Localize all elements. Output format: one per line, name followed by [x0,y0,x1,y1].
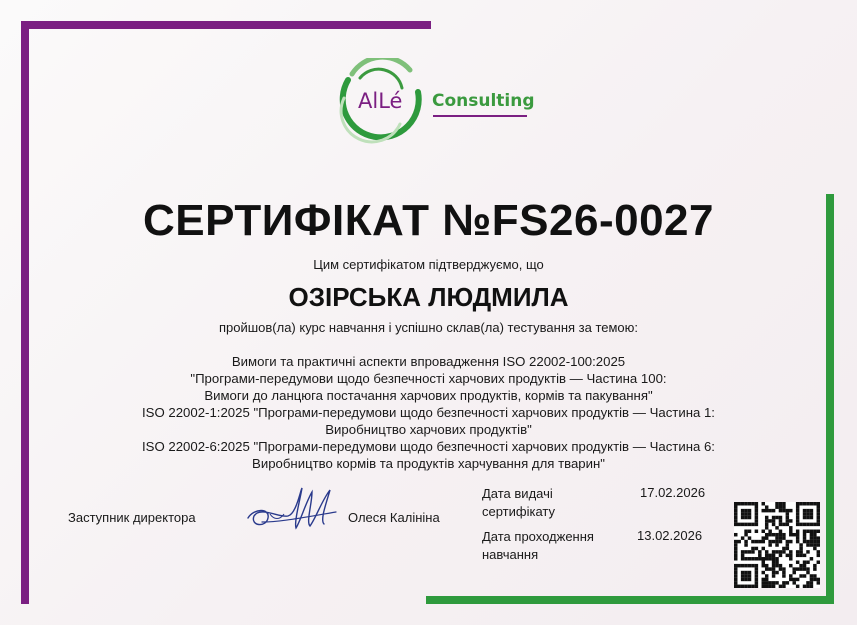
logo-mark-text: AlLé [358,89,403,113]
deputy-director-label: Заступник директора [68,510,196,525]
course-topic [60,353,797,472]
passed-text: пройшов(ла) курс навчання і успішно склав(ла) тестування за темою: [218,320,639,335]
logo-underline [433,115,527,117]
topic-line: Виробництво кормів та продуктів харчування для тварин" [252,456,605,471]
frame-green-bottom [426,596,834,604]
topic-line: Вимоги до ланцюга постачання харчових продуктів, кормів та пакування" [204,388,653,403]
logo-wordmark: Consulting [432,91,535,111]
signer-name: Олеся Калініна [348,510,440,525]
issue-date-label: Дата видачі сертифікату [482,486,555,519]
topic-line: Виробництво харчових продуктів" [325,422,532,437]
company-logo [330,58,540,144]
frame-purple-top [21,21,431,29]
issue-date-value: 17.02.2026 [640,485,706,500]
handwritten-signature [240,482,350,542]
qr-code [734,502,820,588]
study-date-label: Дата проходження навчання [482,529,594,562]
topic-line: "Програми-передумови щодо безпечності харчових продуктів — Частина 100: [190,371,667,386]
frame-green-right [826,194,834,604]
certificate-title: СЕРТИФІКАТ №FS26-0027 [143,196,714,245]
topic-line: ISO 22002-1:2025 "Програми-передумови щодо безпечності харчових продуктів — Частина 1: [142,405,715,420]
topic-line: ISO 22002-6:2025 "Програми-передумови щодо безпечності харчових продуктів — Частина 6: [142,439,715,454]
study-date-value: 13.02.2026 [637,528,703,543]
confirm-text: Цим сертифікатом підтверджуємо, що [313,257,544,272]
recipient-name: ОЗІРСЬКА ЛЮДМИЛА [288,282,569,312]
topic-line: Вимоги та практичні аспекти впровадження ISO 22002-100:2025 [231,354,626,369]
